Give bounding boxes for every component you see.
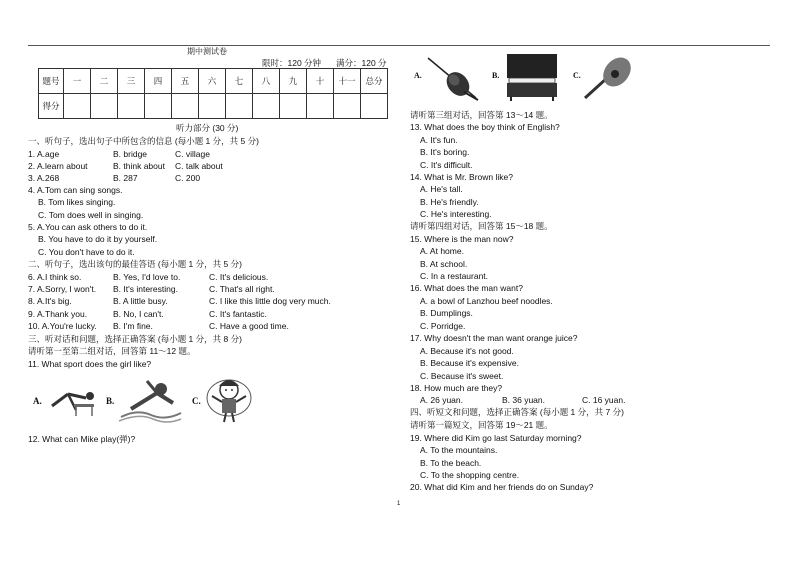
q13-option-c: C. It's difficult. — [420, 160, 473, 170]
score-cell — [91, 94, 118, 119]
score-cell — [118, 94, 145, 119]
q18-question: 18. How much are they? — [410, 383, 503, 393]
q16-option-b: B. Dumplings. — [420, 308, 473, 318]
q14-option-c: C. He's interesting. — [420, 209, 492, 219]
q5-option-a: 5. A.You can ask others to do it. — [28, 222, 148, 232]
q18-option-c: C. 16 yuan. — [582, 395, 626, 405]
page-number: 1 — [397, 501, 401, 507]
q19-option-b: B. To the beach. — [420, 458, 482, 468]
q18-option-b: B. 36 yuan. — [502, 395, 546, 405]
score-cell — [280, 94, 307, 119]
q19-question: 19. Where did Kim go last Saturday morning? — [410, 433, 582, 443]
q11-label-b: B. — [106, 396, 115, 406]
q3-option-c: C. 200 — [175, 173, 201, 183]
q13-option-b: B. It's boring. — [420, 147, 470, 157]
section2-heading: 二、听句子，选出该句的最佳答语 (每小题 1 分，共 5 分) — [28, 259, 242, 269]
q7-option-c: C. That's all right. — [209, 284, 275, 294]
score-cell — [334, 94, 361, 119]
q16-option-a: A. a bowl of Lanzhou beef noodles. — [420, 296, 553, 306]
q8-option-a: 8. A.It's big. — [28, 296, 72, 306]
q19-option-c: C. To the shopping centre. — [420, 470, 520, 480]
q2-option-a: 2. A.learn about — [28, 161, 88, 171]
q1-option-c: C. village — [175, 149, 210, 159]
score-cell — [199, 94, 226, 119]
guitar-picture — [583, 50, 633, 102]
section1-heading: 一、听句子，选出句子中所包含的信息 (每小题 1 分，共 5 分) — [28, 136, 259, 146]
q17-question: 17. Why doesn't the man want orange juice? — [410, 333, 578, 343]
score-table — [38, 68, 388, 119]
section4-instruction-1: 请听第一篇短文，回答第 19～21 题。 — [410, 420, 553, 430]
score-table-col: 十 — [307, 69, 334, 94]
piano-picture — [503, 50, 561, 102]
q15-option-c: C. In a restaurant. — [420, 271, 489, 281]
time-limit: 限时：120 分钟 — [262, 58, 322, 68]
score-table-col: 二 — [91, 69, 118, 94]
q16-option-c: C. Porridge. — [420, 321, 466, 331]
q17-option-a: A. Because it's not good. — [420, 346, 514, 356]
q4-option-a: 4. A.Tom can sing songs. — [28, 185, 123, 195]
q4-option-b: B. Tom likes singing. — [38, 197, 116, 207]
score-cell — [145, 94, 172, 119]
score-table-col: 十一 — [334, 69, 361, 94]
score-cell — [64, 94, 91, 119]
q8-option-c: C. I like this little dog very much. — [209, 296, 331, 306]
score-table-row2-label: 得分 — [39, 94, 64, 119]
score-cell — [361, 94, 388, 119]
girl-picture — [204, 372, 254, 424]
q3-option-b: B. 287 — [113, 173, 138, 183]
section3-instruction-2: 请听第三组对话，回答第 13～14 题。 — [410, 110, 553, 120]
score-table-col: 一 — [64, 69, 91, 94]
score-table-row1-label: 题号 — [39, 69, 64, 94]
q14-question: 14. What is Mr. Brown like? — [410, 172, 513, 182]
section4-heading: 四、听短文和问题，选择正确答案 (每小题 1 分，共 7 分) — [410, 407, 624, 417]
q12-question: 12. What can Mike play(弹)? — [28, 434, 136, 444]
q2-option-c: C. talk about — [175, 161, 223, 171]
q17-option-b: B. Because it's expensive. — [420, 358, 519, 368]
q8-option-b: B. A little busy. — [113, 296, 168, 306]
score-table-col: 三 — [118, 69, 145, 94]
q10-option-b: B. I'm fine. — [113, 321, 153, 331]
q5-option-b: B. You have to do it by yourself. — [38, 234, 158, 244]
q6-option-a: 6. A.I think so. — [28, 272, 82, 282]
q9-option-c: C. It's fantastic. — [209, 309, 267, 319]
section3-instruction-1: 请听第一至第二组对话，回答第 11～12 题。 — [28, 346, 196, 356]
q6-option-b: B. Yes, I'd love to. — [113, 272, 181, 282]
q10-option-a: 10. A.You're lucky. — [28, 321, 97, 331]
top-rule — [28, 45, 770, 46]
score-table-col: 八 — [253, 69, 280, 94]
score-table-header-row — [39, 69, 388, 94]
q14-option-a: A. He's tall. — [420, 184, 463, 194]
q9-option-a: 9. A.Thank you. — [28, 309, 88, 319]
q12-label-b: B. — [492, 71, 500, 80]
score-cell — [226, 94, 253, 119]
q2-option-b: B. think about — [113, 161, 165, 171]
q18-option-a: A. 26 yuan. — [420, 395, 464, 405]
q20-question: 20. What did Kim and her friends do on Sunday? — [410, 482, 594, 492]
q17-option-c: C. Because it's sweet. — [420, 371, 504, 381]
violin-picture — [424, 52, 480, 102]
q14-option-b: B. He's friendly. — [420, 197, 479, 207]
listening-heading: 听力部分 (30 分) — [176, 123, 239, 133]
q12-label-c: C. — [573, 71, 581, 80]
full-score: 满分：120 分 — [336, 58, 387, 68]
q13-option-a: A. It's fun. — [420, 135, 458, 145]
exam-title: 期中测试卷 — [187, 47, 227, 56]
q4-option-c: C. Tom does well in singing. — [38, 210, 144, 220]
score-table-col: 五 — [172, 69, 199, 94]
swimmer-picture — [117, 373, 183, 425]
q19-option-a: A. To the mountains. — [420, 445, 498, 455]
q11-label-a: A. — [33, 396, 42, 406]
q1-option-b: B. bridge — [113, 149, 148, 159]
hurdling-athlete-picture — [46, 376, 98, 420]
q1-option-a: 1. A.age — [28, 149, 60, 159]
q13-question: 13. What does the boy think of English? — [410, 122, 560, 132]
q16-question: 16. What does the man want? — [410, 283, 523, 293]
q10-option-c: C. Have a good time. — [209, 321, 289, 331]
q9-option-b: B. No, I can't. — [113, 309, 164, 319]
q7-option-b: B. It's interesting. — [113, 284, 178, 294]
q15-option-a: A. At home. — [420, 246, 464, 256]
section3-heading: 三、听对话和问题，选择正确答案 (每小题 1 分，共 8 分) — [28, 334, 242, 344]
q11-label-c: C. — [192, 396, 201, 406]
q12-label-a: A. — [414, 71, 422, 80]
score-table-col: 总分 — [361, 69, 388, 94]
section3-instruction-3: 请听第四组对话，回答第 15～18 题。 — [410, 221, 553, 231]
score-table-col: 九 — [280, 69, 307, 94]
score-table-col: 四 — [145, 69, 172, 94]
q6-option-c: C. It's delicious. — [209, 272, 269, 282]
score-table-col: 六 — [199, 69, 226, 94]
score-cell — [307, 94, 334, 119]
q7-option-a: 7. A.Sorry, I won't. — [28, 284, 97, 294]
q3-option-a: 3. A.268 — [28, 173, 60, 183]
score-table-col: 七 — [226, 69, 253, 94]
q5-option-c: C. You don't have to do it. — [38, 247, 135, 257]
q11-question: 11. What sport does the girl like? — [28, 359, 152, 369]
score-cell — [172, 94, 199, 119]
score-table-score-row — [39, 94, 388, 119]
q15-option-b: B. At school. — [420, 259, 468, 269]
q15-question: 15. Where is the man now? — [410, 234, 514, 244]
score-cell — [253, 94, 280, 119]
